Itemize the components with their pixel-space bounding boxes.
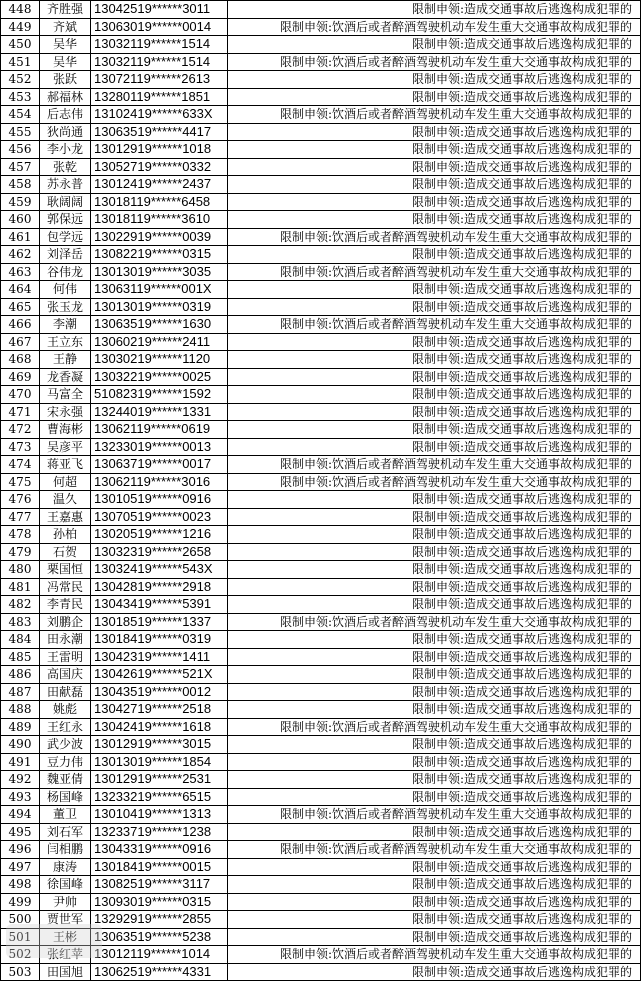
id-number: 13018419******0319	[91, 631, 228, 649]
restriction-reason: 限制申领:造成交通事故后逃逸构成犯罪的	[228, 193, 641, 211]
restriction-reason: 限制申领:造成交通事故后逃逸构成犯罪的	[228, 596, 641, 614]
restriction-reason: 限制申领:饮酒后或者醉酒驾驶机动车发生重大交通事故构成犯罪的	[228, 718, 641, 736]
id-number: 13052719******0332	[91, 158, 228, 176]
row-number: 448	[1, 1, 40, 19]
id-number: 13012919******1018	[91, 141, 228, 159]
row-number: 483	[1, 613, 40, 631]
restriction-reason: 限制申领:造成交通事故后逃逸构成犯罪的	[228, 491, 641, 509]
row-number: 460	[1, 211, 40, 229]
restriction-reason: 限制申领:造成交通事故后逃逸构成犯罪的	[228, 1, 641, 19]
row-number: 456	[1, 141, 40, 159]
id-number: 13042519******3011	[91, 1, 228, 19]
table-row	[1, 88, 641, 106]
row-number: 464	[1, 281, 40, 299]
id-number: 13070519******0023	[91, 508, 228, 526]
table-row	[1, 281, 641, 299]
row-number: 502	[1, 946, 40, 964]
person-name: 田献磊	[40, 683, 91, 701]
row-number: 469	[1, 368, 40, 386]
row-number: 462	[1, 246, 40, 264]
person-name: 狄尚通	[40, 123, 91, 141]
table-row	[1, 508, 641, 526]
id-number: 13020519******1216	[91, 526, 228, 544]
person-name: 尹帅	[40, 893, 91, 911]
restriction-reason: 限制申领:造成交通事故后逃逸构成犯罪的	[228, 508, 641, 526]
row-number: 449	[1, 18, 40, 36]
restriction-reason: 限制申领:造成交通事故后逃逸构成犯罪的	[228, 36, 641, 54]
id-number: 13018419******0015	[91, 858, 228, 876]
id-number: 13043319******0916	[91, 841, 228, 859]
row-number: 499	[1, 893, 40, 911]
id-number: 13010519******0916	[91, 491, 228, 509]
person-name: 徐国峰	[40, 876, 91, 894]
restriction-reason: 限制申领:造成交通事故后逃逸构成犯罪的	[228, 648, 641, 666]
person-name: 郭保远	[40, 211, 91, 229]
id-number: 13244019******1331	[91, 403, 228, 421]
row-number: 503	[1, 963, 40, 981]
id-number: 13060219******2411	[91, 333, 228, 351]
table-row	[1, 1, 641, 19]
person-name: 包学远	[40, 228, 91, 246]
id-number: 13013019******0319	[91, 298, 228, 316]
restriction-reason: 限制申领:造成交通事故后逃逸构成犯罪的	[228, 911, 641, 929]
person-name: 齐斌	[40, 18, 91, 36]
table-row	[1, 351, 641, 369]
table-row	[1, 648, 641, 666]
table-row	[1, 106, 641, 124]
id-number: 13022919******0039	[91, 228, 228, 246]
table-row	[1, 298, 641, 316]
table-row	[1, 841, 641, 859]
table-row	[1, 176, 641, 194]
table-row	[1, 368, 641, 386]
table-row	[1, 333, 641, 351]
table-row	[1, 858, 641, 876]
person-name: 曹海彬	[40, 421, 91, 439]
person-name: 吴彦平	[40, 438, 91, 456]
person-name: 蒋亚飞	[40, 456, 91, 474]
id-number: 13012119******1014	[91, 946, 228, 964]
restriction-reason: 限制申领:饮酒后或者醉酒驾驶机动车发生重大交通事故构成犯罪的	[228, 841, 641, 859]
table-row	[1, 893, 641, 911]
row-number: 472	[1, 421, 40, 439]
person-name: 王彬	[40, 928, 91, 946]
person-name: 王立东	[40, 333, 91, 351]
row-number: 478	[1, 526, 40, 544]
id-number: 13082519******3117	[91, 876, 228, 894]
person-name: 栗国恒	[40, 561, 91, 579]
table-row	[1, 876, 641, 894]
table-row	[1, 561, 641, 579]
person-name: 石贺	[40, 543, 91, 561]
table-row	[1, 421, 641, 439]
id-number: 13010419******1313	[91, 806, 228, 824]
person-name: 孙柏	[40, 526, 91, 544]
row-number: 454	[1, 106, 40, 124]
restriction-reason: 限制申领:造成交通事故后逃逸构成犯罪的	[228, 631, 641, 649]
table-row	[1, 526, 641, 544]
row-number: 495	[1, 823, 40, 841]
person-name: 刘泽岳	[40, 246, 91, 264]
table-row	[1, 631, 641, 649]
table-row	[1, 491, 641, 509]
id-number: 13063019******0014	[91, 18, 228, 36]
watermark-logo	[6, 924, 102, 958]
person-name: 吴华	[40, 36, 91, 54]
table-row	[1, 806, 641, 824]
restriction-reason: 限制申领:造成交通事故后逃逸构成犯罪的	[228, 771, 641, 789]
table-row	[1, 596, 641, 614]
table-row	[1, 18, 641, 36]
restriction-reason: 限制申领:造成交通事故后逃逸构成犯罪的	[228, 386, 641, 404]
restriction-reason: 限制申领:造成交通事故后逃逸构成犯罪的	[228, 753, 641, 771]
person-name: 刘鹏企	[40, 613, 91, 631]
id-number: 13063519******4417	[91, 123, 228, 141]
id-number: 13062119******0619	[91, 421, 228, 439]
restriction-reason: 限制申领:造成交通事故后逃逸构成犯罪的	[228, 561, 641, 579]
row-number: 463	[1, 263, 40, 281]
restriction-reason: 限制申领:饮酒后或者醉酒驾驶机动车发生重大交通事故构成犯罪的	[228, 806, 641, 824]
restriction-reason: 限制申领:饮酒后或者醉酒驾驶机动车发生重大交通事故构成犯罪的	[228, 473, 641, 491]
person-name: 高国庆	[40, 666, 91, 684]
table-row	[1, 123, 641, 141]
row-number: 496	[1, 841, 40, 859]
person-name: 吴华	[40, 53, 91, 71]
person-name: 贾世军	[40, 911, 91, 929]
person-name: 魏亚倩	[40, 771, 91, 789]
person-name: 姚彪	[40, 701, 91, 719]
row-number: 489	[1, 718, 40, 736]
person-name: 宋永强	[40, 403, 91, 421]
restriction-reason: 限制申领:造成交通事故后逃逸构成犯罪的	[228, 858, 641, 876]
table-row	[1, 211, 641, 229]
person-name: 温久	[40, 491, 91, 509]
restriction-reason: 限制申领:饮酒后或者醉酒驾驶机动车发生重大交通事故构成犯罪的	[228, 18, 641, 36]
person-name: 刘石军	[40, 823, 91, 841]
person-name: 闫相鹏	[40, 841, 91, 859]
id-number: 13018119******6458	[91, 193, 228, 211]
restriction-reason: 限制申领:饮酒后或者醉酒驾驶机动车发生重大交通事故构成犯罪的	[228, 316, 641, 334]
restriction-reason: 限制申领:饮酒后或者醉酒驾驶机动车发生重大交通事故构成犯罪的	[228, 228, 641, 246]
table-row	[1, 456, 641, 474]
id-number: 13042419******1618	[91, 718, 228, 736]
row-number: 457	[1, 158, 40, 176]
person-name: 董卫	[40, 806, 91, 824]
id-number: 13063519******5238	[91, 928, 228, 946]
restriction-reason: 限制申领:饮酒后或者醉酒驾驶机动车发生重大交通事故构成犯罪的	[228, 106, 641, 124]
person-name: 康涛	[40, 858, 91, 876]
row-number: 485	[1, 648, 40, 666]
id-number: 13030219******1120	[91, 351, 228, 369]
row-number: 487	[1, 683, 40, 701]
table-row	[1, 771, 641, 789]
table-row	[1, 736, 641, 754]
restriction-reason: 限制申领:造成交通事故后逃逸构成犯罪的	[228, 666, 641, 684]
id-number: 13102419******633X	[91, 106, 228, 124]
table-row	[1, 263, 641, 281]
row-number: 480	[1, 561, 40, 579]
person-name: 王嘉惠	[40, 508, 91, 526]
id-number: 13012919******2531	[91, 771, 228, 789]
row-number: 458	[1, 176, 40, 194]
restriction-reason: 限制申领:造成交通事故后逃逸构成犯罪的	[228, 438, 641, 456]
restriction-reason: 限制申领:造成交通事故后逃逸构成犯罪的	[228, 701, 641, 719]
table-row	[1, 788, 641, 806]
id-number: 13042319******1411	[91, 648, 228, 666]
table-row	[1, 246, 641, 264]
row-number: 461	[1, 228, 40, 246]
person-name: 谷伟龙	[40, 263, 91, 281]
row-number: 470	[1, 386, 40, 404]
id-number: 13063519******1630	[91, 316, 228, 334]
id-number: 13233019******0013	[91, 438, 228, 456]
id-number: 13032419******543X	[91, 561, 228, 579]
row-number: 498	[1, 876, 40, 894]
row-number: 465	[1, 298, 40, 316]
row-number: 476	[1, 491, 40, 509]
restriction-reason: 限制申领:造成交通事故后逃逸构成犯罪的	[228, 823, 641, 841]
row-number: 477	[1, 508, 40, 526]
id-number: 13063719******0017	[91, 456, 228, 474]
table-row	[1, 683, 641, 701]
restriction-reason: 限制申领:造成交通事故后逃逸构成犯罪的	[228, 351, 641, 369]
restriction-reason: 限制申领:造成交通事故后逃逸构成犯罪的	[228, 736, 641, 754]
table-row	[1, 718, 641, 736]
person-name: 张跃	[40, 71, 91, 89]
restriction-reason: 限制申领:饮酒后或者醉酒驾驶机动车发生重大交通事故构成犯罪的	[228, 53, 641, 71]
row-number: 471	[1, 403, 40, 421]
restriction-reason: 限制申领:造成交通事故后逃逸构成犯罪的	[228, 683, 641, 701]
id-number: 13233719******1238	[91, 823, 228, 841]
row-number: 497	[1, 858, 40, 876]
id-number: 13062119******3016	[91, 473, 228, 491]
id-number: 13032319******2658	[91, 543, 228, 561]
person-name: 豆力伟	[40, 753, 91, 771]
person-name: 何超	[40, 473, 91, 491]
person-name: 田国旭	[40, 963, 91, 981]
row-number: 450	[1, 36, 40, 54]
id-number: 13018519******1337	[91, 613, 228, 631]
person-name: 龙香凝	[40, 368, 91, 386]
restriction-reason: 限制申领:造成交通事故后逃逸构成犯罪的	[228, 893, 641, 911]
person-name: 何伟	[40, 281, 91, 299]
person-name: 张红苹	[40, 946, 91, 964]
restriction-reason: 限制申领:造成交通事故后逃逸构成犯罪的	[228, 421, 641, 439]
person-name: 齐胜强	[40, 1, 91, 19]
person-name: 后志伟	[40, 106, 91, 124]
id-number: 13280119******1851	[91, 88, 228, 106]
id-number: 13013019******1854	[91, 753, 228, 771]
restriction-reason: 限制申领:饮酒后或者醉酒驾驶机动车发生重大交通事故构成犯罪的	[228, 263, 641, 281]
person-name: 李青民	[40, 596, 91, 614]
person-name: 张玉龙	[40, 298, 91, 316]
table-row	[1, 403, 641, 421]
restriction-reason: 限制申领:造成交通事故后逃逸构成犯罪的	[228, 246, 641, 264]
restriction-reason: 限制申领:饮酒后或者醉酒驾驶机动车发生重大交通事故构成犯罪的	[228, 456, 641, 474]
row-number: 488	[1, 701, 40, 719]
restriction-reason: 限制申领:造成交通事故后逃逸构成犯罪的	[228, 526, 641, 544]
person-name: 马富全	[40, 386, 91, 404]
person-name: 苏永普	[40, 176, 91, 194]
table-row	[1, 386, 641, 404]
row-number: 494	[1, 806, 40, 824]
person-name: 田永潮	[40, 631, 91, 649]
table-row	[1, 823, 641, 841]
row-number: 484	[1, 631, 40, 649]
row-number: 493	[1, 788, 40, 806]
row-number: 490	[1, 736, 40, 754]
row-number: 475	[1, 473, 40, 491]
id-number: 13233219******6515	[91, 788, 228, 806]
id-number: 13062519******4331	[91, 963, 228, 981]
id-number: 13013019******3035	[91, 263, 228, 281]
restriction-reason: 限制申领:造成交通事故后逃逸构成犯罪的	[228, 403, 641, 421]
restriction-reason: 限制申领:造成交通事故后逃逸构成犯罪的	[228, 543, 641, 561]
table-row	[1, 193, 641, 211]
row-number: 492	[1, 771, 40, 789]
row-number: 481	[1, 578, 40, 596]
restriction-reason: 限制申领:造成交通事故后逃逸构成犯罪的	[228, 141, 641, 159]
table-row	[1, 438, 641, 456]
row-number: 473	[1, 438, 40, 456]
table-row	[1, 473, 641, 491]
row-number: 455	[1, 123, 40, 141]
row-number: 486	[1, 666, 40, 684]
row-number: 467	[1, 333, 40, 351]
restriction-reason: 限制申领:饮酒后或者醉酒驾驶机动车发生重大交通事故构成犯罪的	[228, 613, 641, 631]
id-number: 13063119******001X	[91, 281, 228, 299]
id-number: 13043519******0012	[91, 683, 228, 701]
table-row	[1, 36, 641, 54]
table-row	[1, 613, 641, 631]
table-row	[1, 543, 641, 561]
row-number: 500	[1, 911, 40, 929]
table-row	[1, 158, 641, 176]
id-number: 13292919******2855	[91, 911, 228, 929]
restriction-reason: 限制申领:造成交通事故后逃逸构成犯罪的	[228, 211, 641, 229]
restriction-reason: 限制申领:造成交通事故后逃逸构成犯罪的	[228, 281, 641, 299]
table-row	[1, 228, 641, 246]
id-number: 13032119******1514	[91, 53, 228, 71]
restriction-reason: 限制申领:造成交通事故后逃逸构成犯罪的	[228, 158, 641, 176]
id-number: 13042719******2518	[91, 701, 228, 719]
row-number: 452	[1, 71, 40, 89]
person-name: 杨国峰	[40, 788, 91, 806]
restriction-reason: 限制申领:造成交通事故后逃逸构成犯罪的	[228, 876, 641, 894]
restriction-reason: 限制申领:造成交通事故后逃逸构成犯罪的	[228, 333, 641, 351]
id-number: 13042819******2918	[91, 578, 228, 596]
table-row	[1, 701, 641, 719]
person-name: 张乾	[40, 158, 91, 176]
restriction-reason: 限制申领:饮酒后或者醉酒驾驶机动车发生重大交通事故构成犯罪的	[228, 946, 641, 964]
row-number: 466	[1, 316, 40, 334]
table-row	[1, 753, 641, 771]
restriction-reason: 限制申领:造成交通事故后逃逸构成犯罪的	[228, 71, 641, 89]
restriction-reason: 限制申领:造成交通事故后逃逸构成犯罪的	[228, 88, 641, 106]
id-number: 13072119******2613	[91, 71, 228, 89]
table-row	[1, 316, 641, 334]
table-row	[1, 578, 641, 596]
row-number: 479	[1, 543, 40, 561]
row-number: 453	[1, 88, 40, 106]
row-number: 474	[1, 456, 40, 474]
row-number: 451	[1, 53, 40, 71]
id-number: 13042619******521X	[91, 666, 228, 684]
restriction-reason: 限制申领:造成交通事故后逃逸构成犯罪的	[228, 176, 641, 194]
person-name: 耿阔阔	[40, 193, 91, 211]
id-number: 13032119******1514	[91, 36, 228, 54]
restriction-reason: 限制申领:造成交通事故后逃逸构成犯罪的	[228, 578, 641, 596]
row-number: 468	[1, 351, 40, 369]
id-number: 13082219******0315	[91, 246, 228, 264]
id-number: 13012419******2437	[91, 176, 228, 194]
person-name: 郝福林	[40, 88, 91, 106]
person-name: 李小龙	[40, 141, 91, 159]
id-number: 13012919******3015	[91, 736, 228, 754]
person-name: 王红永	[40, 718, 91, 736]
id-number: 13032219******0025	[91, 368, 228, 386]
restriction-reason: 限制申领:造成交通事故后逃逸构成犯罪的	[228, 963, 641, 981]
person-name: 冯常民	[40, 578, 91, 596]
id-number: 51082319******1592	[91, 386, 228, 404]
person-name: 武少波	[40, 736, 91, 754]
person-name: 李潮	[40, 316, 91, 334]
table-row	[1, 141, 641, 159]
row-number: 482	[1, 596, 40, 614]
table-row	[1, 53, 641, 71]
person-name: 王静	[40, 351, 91, 369]
row-number: 459	[1, 193, 40, 211]
row-number: 501	[1, 928, 40, 946]
person-name: 王雷明	[40, 648, 91, 666]
id-number: 13043419******5391	[91, 596, 228, 614]
id-number: 13093019******0315	[91, 893, 228, 911]
table-row	[1, 71, 641, 89]
id-number: 13018119******3610	[91, 211, 228, 229]
restriction-table-body	[1, 1, 641, 981]
restriction-reason: 限制申领:造成交通事故后逃逸构成犯罪的	[228, 298, 641, 316]
table-row	[1, 666, 641, 684]
row-number: 491	[1, 753, 40, 771]
restriction-reason: 限制申领:造成交通事故后逃逸构成犯罪的	[228, 368, 641, 386]
restriction-reason: 限制申领:造成交通事故后逃逸构成犯罪的	[228, 123, 641, 141]
restriction-reason: 限制申领:造成交通事故后逃逸构成犯罪的	[228, 928, 641, 946]
restriction-reason: 限制申领:造成交通事故后逃逸构成犯罪的	[228, 788, 641, 806]
